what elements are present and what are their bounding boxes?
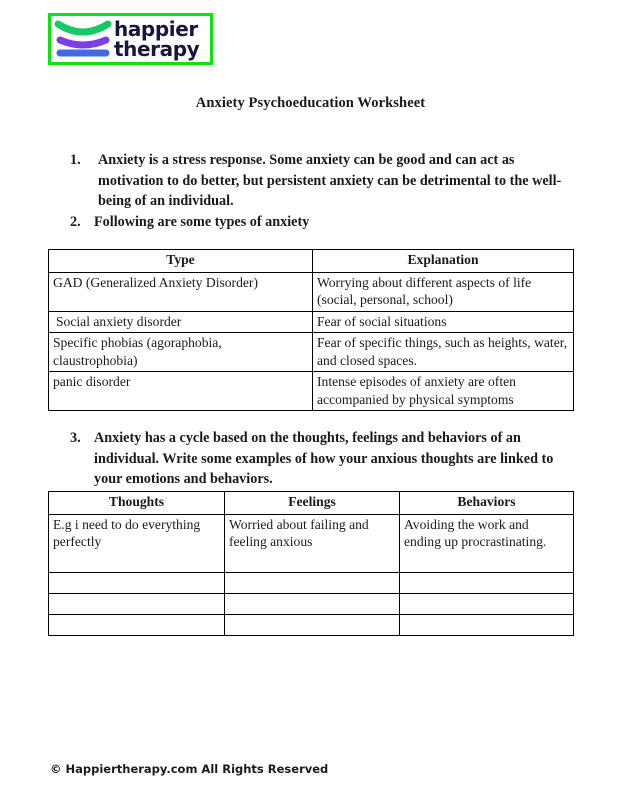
brand-logo	[48, 13, 213, 65]
cell-thoughts[interactable]	[49, 572, 225, 593]
column-header-thoughts: Thoughts	[49, 492, 225, 515]
page-title: Anxiety Psychoeducation Worksheet	[195, 95, 426, 111]
list-item-1-number: 1.	[70, 152, 81, 168]
table-row	[49, 593, 574, 614]
cell-feelings[interactable]: Worried about failing and feeling anxious	[225, 514, 400, 572]
table-row	[49, 372, 574, 411]
cell-explanation: Worrying about different aspects of life (social, personal, school)	[313, 272, 574, 311]
table-row	[49, 572, 574, 593]
cell-behaviors[interactable]	[400, 614, 574, 635]
cycle-list	[70, 428, 575, 490]
list-item-3-number: 3.	[70, 430, 81, 446]
column-header-feelings: Feelings	[225, 492, 400, 515]
cell-thoughts[interactable]: E.g i need to do everything perfectly	[49, 514, 225, 572]
list-item-2-number: 2.	[70, 213, 81, 230]
table-row	[49, 272, 574, 311]
logo-waves-icon	[54, 17, 112, 61]
cell-feelings[interactable]	[225, 593, 400, 614]
list-item-1-text: Anxiety is a stress response. Some anxiety can be good and can act as motivation to do better, but persistent anxiety can be detrimental to the well-being of an individual.	[98, 152, 562, 209]
copyright-footer: © Happiertherapy.com All Rights Reserved	[50, 762, 329, 776]
logo-wordmark	[114, 19, 199, 59]
cell-explanation: Intense episodes of anxiety are often accompanied by physical symptoms	[313, 372, 574, 411]
cell-type: panic disorder	[49, 372, 313, 411]
logo-word-line1: happier	[114, 17, 198, 41]
table-row	[49, 614, 574, 635]
cell-explanation: Fear of specific things, such as heights, water, and closed spaces.	[313, 333, 574, 372]
anxiety-types-table	[48, 249, 574, 411]
list-item-1	[70, 150, 575, 212]
cell-thoughts[interactable]	[49, 614, 225, 635]
column-header-type: Type	[49, 250, 313, 273]
cell-behaviors[interactable]: Avoiding the work and ending up procrastinating.	[400, 514, 574, 572]
column-header-explanation: Explanation	[313, 250, 574, 273]
list-item-2-text: Following are some types of anxiety	[94, 213, 310, 230]
list-item-3	[70, 428, 575, 490]
cell-thoughts[interactable]	[49, 593, 225, 614]
cell-feelings[interactable]	[225, 614, 400, 635]
cell-type: Specific phobias (agoraphobia, claustrophobia)	[49, 333, 313, 372]
intro-list	[70, 150, 575, 232]
cell-behaviors[interactable]	[400, 593, 574, 614]
cell-explanation: Fear of social situations	[313, 311, 574, 333]
cell-type: GAD (Generalized Anxiety Disorder)	[49, 272, 313, 311]
anxiety-cycle-table[interactable]	[48, 491, 574, 636]
cell-behaviors[interactable]	[400, 572, 574, 593]
table-row	[49, 311, 574, 333]
table-header-row	[49, 250, 574, 273]
list-item-3-text: Anxiety has a cycle based on the thoughts, feelings and behaviors of an individual. Write some examples of how your anxious thoughts are linked to your emotions and behaviors.	[94, 430, 554, 487]
table-header-row	[49, 492, 574, 515]
column-header-behaviors: Behaviors	[400, 492, 574, 515]
table-row	[49, 333, 574, 372]
list-item-2	[70, 212, 575, 233]
logo-word-line2: therapy	[114, 37, 200, 61]
cell-feelings[interactable]	[225, 572, 400, 593]
cell-type: Social anxiety disorder	[49, 311, 313, 333]
table-row	[49, 514, 574, 572]
